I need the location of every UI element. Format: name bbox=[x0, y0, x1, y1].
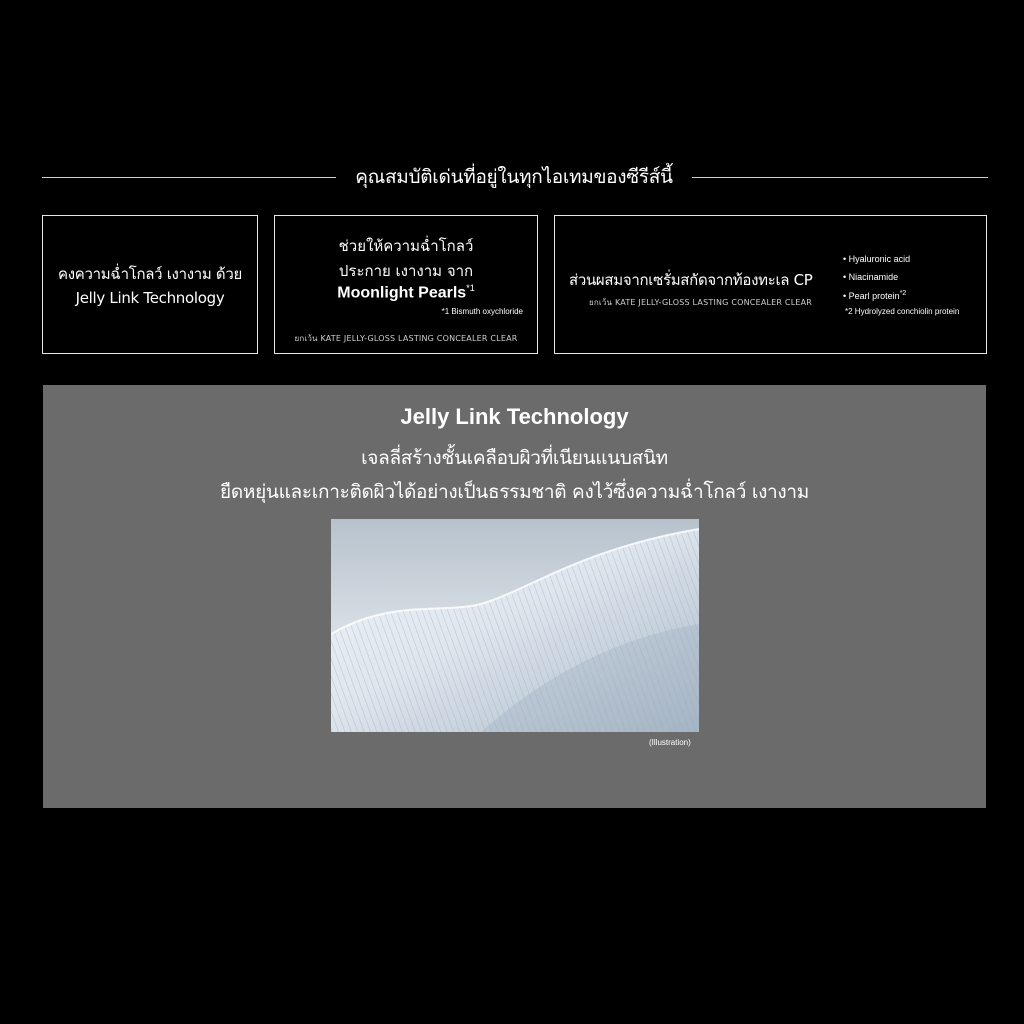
moonlight-pearls-footnote-mark: *1 bbox=[466, 283, 475, 293]
card1-line2: Jelly Link Technology bbox=[75, 289, 225, 307]
feature-card-jelly-link bbox=[42, 215, 258, 354]
card1-line1: คงความฉ่ำโกลว์ เงางาม ด้วย bbox=[58, 265, 242, 283]
section-heading bbox=[0, 160, 1024, 194]
feature-card-moonlight-pearls bbox=[274, 215, 538, 354]
panel-description-line2: ยืดหยุ่นและเกาะติดผิวได้อย่างเป็นธรรมชาติ คงไว้ซึ่งความฉ่ำโกลว์ เงางาม bbox=[219, 481, 809, 503]
illustration-caption: (Illustration) bbox=[649, 738, 691, 747]
card3-footnote: *2 Hydrolyzed conchiolin protein bbox=[845, 307, 960, 316]
card3-main-text: ส่วนผสมจากเซรั่มสกัดจากท้องทะเล CP bbox=[569, 271, 813, 289]
moonlight-pearls-label bbox=[275, 283, 537, 302]
ingredient-item-text: • Pearl protein bbox=[843, 291, 900, 301]
moonlight-pearls-text: Moonlight Pearls bbox=[337, 284, 467, 302]
card2-footnote: *1 Bismuth oxychloride bbox=[441, 307, 523, 316]
heading-divider-left bbox=[42, 177, 336, 178]
ingredient-list bbox=[843, 254, 910, 308]
pearl-protein-footnote-mark: *2 bbox=[899, 290, 907, 297]
card2-line2: ประกาย เงางาม จาก bbox=[338, 262, 474, 280]
jelly-link-panel bbox=[43, 385, 986, 808]
jelly-wave-graphic bbox=[331, 519, 699, 732]
panel-description-line1: เจลลี่สร้างชั้นเคลือบผิวที่เนียนแนบสนิท bbox=[361, 447, 668, 469]
card2-exception-note: ยกเว้น KATE JELLY-GLOSS LASTING CONCEALER CLEAR bbox=[294, 334, 518, 343]
feature-card-marine-serum bbox=[554, 215, 987, 354]
ingredient-item: • Niacinamide bbox=[843, 272, 899, 282]
card3-exception-note: ยกเว้น KATE JELLY-GLOSS LASTING CONCEALER CLEAR bbox=[589, 298, 813, 307]
ingredient-item bbox=[843, 290, 910, 308]
ingredient-item: • Hyaluronic acid bbox=[843, 254, 911, 264]
panel-title: Jelly Link Technology bbox=[400, 404, 629, 429]
jelly-texture-illustration bbox=[331, 519, 699, 732]
heading-divider-right bbox=[692, 177, 988, 178]
card2-line1: ช่วยให้ความฉ่ำโกลว์ bbox=[338, 237, 474, 255]
section-heading-text: คุณสมบัติเด่นที่อยู่ในทุกไอเทมของซีรีส์นี้ bbox=[355, 166, 673, 188]
